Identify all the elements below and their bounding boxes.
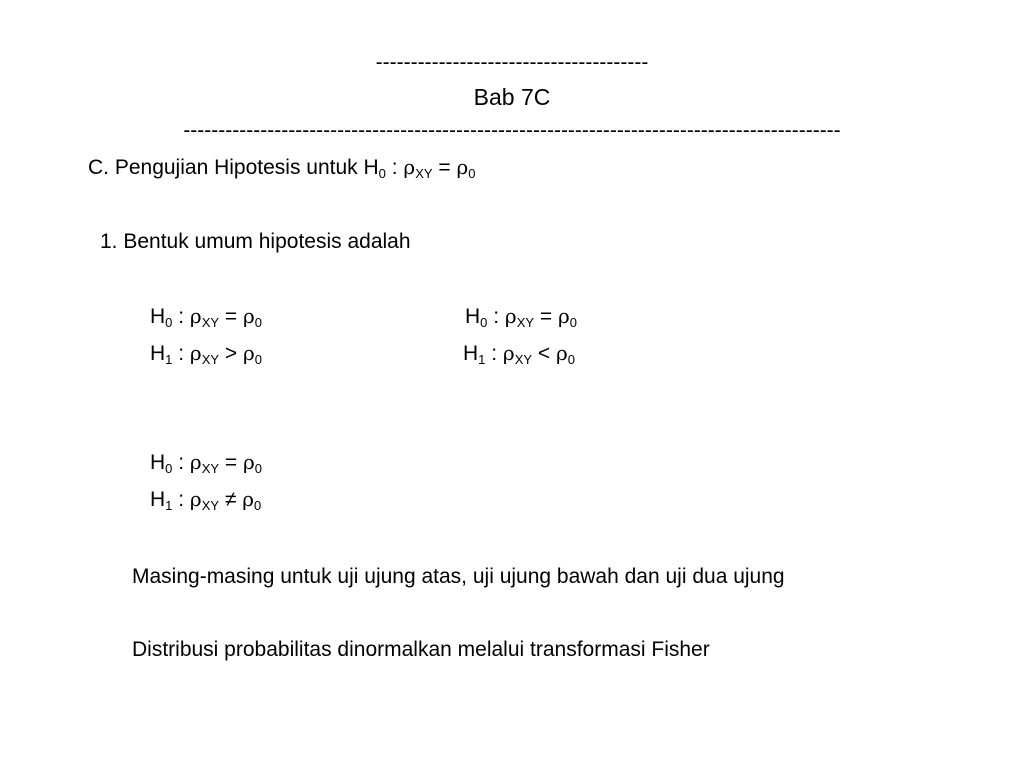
subscript: 0 xyxy=(468,166,476,181)
hypothesis-h0-lower xyxy=(465,304,577,330)
subscript: 0 xyxy=(480,315,488,330)
header-dashes-top: --------------------------------------- xyxy=(375,51,649,74)
subscript: XY xyxy=(201,315,220,330)
colon: : xyxy=(172,342,190,365)
subscript: 0 xyxy=(254,498,262,513)
rho-symbol: ρ xyxy=(242,450,255,474)
section-heading xyxy=(88,155,476,181)
operator: = xyxy=(534,305,558,328)
subscript: 0 xyxy=(567,352,575,367)
subscript: XY xyxy=(201,498,220,513)
subscript: 1 xyxy=(165,498,173,513)
rho-symbol: ρ xyxy=(189,304,202,328)
rho-symbol: ρ xyxy=(557,304,570,328)
rho-symbol: ρ xyxy=(502,341,515,365)
note-fisher: Distribusi probabilitas dinormalkan melalui transformasi Fisher xyxy=(132,638,710,661)
colon: : xyxy=(485,342,503,365)
subscript: 0 xyxy=(254,352,262,367)
subscript: XY xyxy=(201,352,220,367)
colon: : xyxy=(487,305,505,328)
hypothesis-h1-lower xyxy=(463,341,575,367)
operator: = xyxy=(219,305,243,328)
subscript: 0 xyxy=(378,166,386,181)
colon: : xyxy=(172,488,190,511)
rho-symbol: ρ xyxy=(456,155,469,179)
subscript: 0 xyxy=(254,461,262,476)
operator: = xyxy=(432,156,457,179)
rho-symbol: ρ xyxy=(189,487,202,511)
section-heading-prefix: C. Pengujian Hipotesis untuk H xyxy=(88,156,379,179)
header-dashes-bottom: ---------------------------------------------------------------------------------------------- xyxy=(183,119,841,142)
note-tails: Masing-masing untuk uji ujung atas, uji ujung bawah dan uji dua ujung xyxy=(132,565,785,588)
h-symbol: H xyxy=(463,342,479,365)
operator: < xyxy=(532,342,556,365)
subscript: 0 xyxy=(165,315,173,330)
rho-symbol: ρ xyxy=(189,450,202,474)
h-symbol: H xyxy=(150,488,166,511)
colon: : xyxy=(172,451,190,474)
rho-symbol: ρ xyxy=(242,304,255,328)
subscript: XY xyxy=(415,166,433,181)
page-title: Bab 7C xyxy=(473,84,551,110)
h-symbol: H xyxy=(150,342,166,365)
list-item-1: 1. Bentuk umum hipotesis adalah xyxy=(100,230,411,253)
subscript: XY xyxy=(516,315,535,330)
hypothesis-h0-upper xyxy=(150,304,262,330)
colon: : xyxy=(172,305,190,328)
subscript: XY xyxy=(514,352,533,367)
colon: : xyxy=(385,156,404,179)
rho-symbol: ρ xyxy=(555,341,568,365)
hypothesis-h1-upper xyxy=(150,341,262,367)
h-symbol: H xyxy=(150,451,166,474)
rho-symbol: ρ xyxy=(242,341,255,365)
rho-symbol: ρ xyxy=(242,487,254,511)
rho-symbol: ρ xyxy=(403,155,416,179)
subscript: 0 xyxy=(569,315,577,330)
h-symbol: H xyxy=(150,305,166,328)
hypothesis-h1-two-tailed xyxy=(150,487,262,513)
operator: ≠ xyxy=(219,488,243,511)
subscript: XY xyxy=(201,461,220,476)
subscript: 0 xyxy=(254,315,262,330)
subscript: 1 xyxy=(165,352,173,367)
subscript: 1 xyxy=(478,352,486,367)
hypothesis-h0-two-tailed xyxy=(150,450,262,476)
rho-symbol: ρ xyxy=(504,304,517,328)
h-symbol: H xyxy=(465,305,481,328)
subscript: 0 xyxy=(165,461,173,476)
operator: = xyxy=(219,451,243,474)
rho-symbol: ρ xyxy=(189,341,202,365)
operator: > xyxy=(219,342,243,365)
